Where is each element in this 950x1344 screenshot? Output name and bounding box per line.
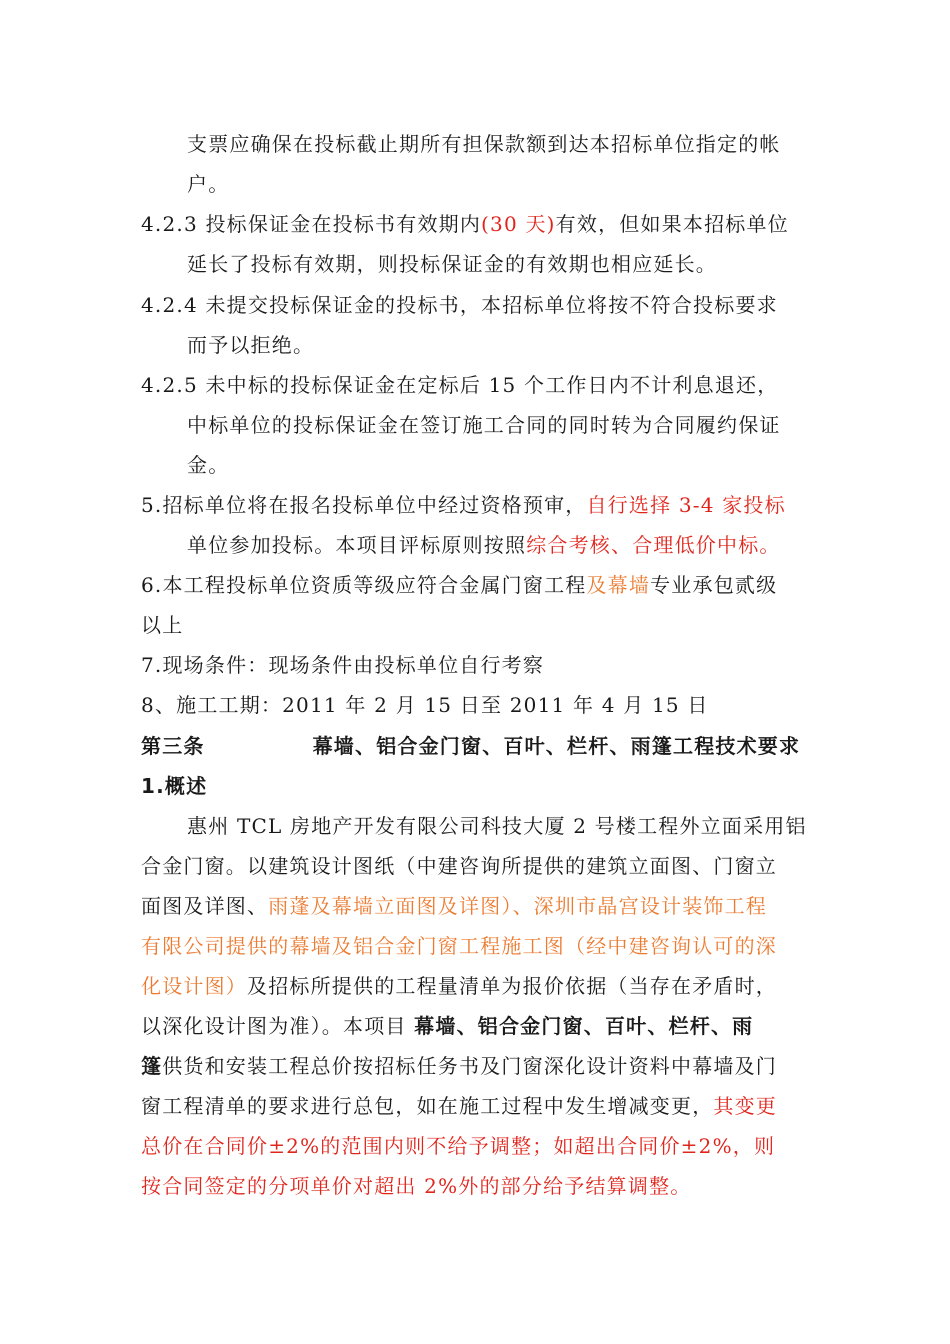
clause-7: [141, 652, 544, 678]
para-line: [187, 171, 229, 197]
text: 单位参加投标。本项目评标原则按照: [187, 533, 527, 557]
para-line: [187, 131, 781, 157]
text: 有效，但如果本招标单位: [555, 212, 789, 236]
para-line: [187, 532, 781, 558]
text: 4.2.3 投标保证金在投标书有效期内: [141, 212, 482, 236]
para-line: [141, 1173, 692, 1199]
para-line: [187, 251, 717, 277]
highlight-orange: 有限公司提供的幕墙及铝合金门窗工程施工图（经中建咨询认可的深: [141, 934, 777, 958]
highlight-orange: 及幕墙: [586, 573, 651, 597]
para-line: [187, 452, 229, 478]
highlight-red: 其变更: [713, 1094, 778, 1118]
text: 窗工程清单的要求进行总包，如在施工过程中发生增减变更，: [141, 1094, 714, 1118]
section-title: 幕墙、铝合金门窗、百叶、栏杆、雨篷工程技术要求: [312, 734, 801, 758]
highlight-red: 总价在合同价±2%的范围内则不给予调整；如超出合同价±2%，则: [141, 1134, 776, 1158]
text: 面图及详图、: [141, 894, 269, 918]
text: 及招标所提供的工程量清单为报价依据（当存在矛盾时，: [247, 974, 777, 998]
text: 而予以拒绝。: [187, 333, 315, 357]
clause-6: [141, 572, 777, 598]
para-line: [141, 612, 183, 638]
para-line: [141, 1093, 777, 1119]
highlight-red: 综合考核、合理低价中标。: [526, 533, 781, 557]
clause-4-2-4: [141, 292, 778, 318]
clause-8: [141, 692, 709, 718]
para-line: [141, 893, 767, 919]
clause-4-2-5: [141, 372, 778, 398]
highlight-orange: 雨蓬及幕墙立面图及详图）、深圳市晶宫设计装饰工程: [268, 894, 768, 918]
para-line: [141, 1053, 777, 1079]
text: 合金门窗。以建筑设计图纸（中建咨询所提供的建筑立面图、门窗立: [141, 854, 777, 878]
para-line: [187, 813, 807, 839]
subsection-heading: [141, 773, 207, 799]
text: 延长了投标有效期，则投标保证金的有效期也相应延长。: [187, 252, 717, 276]
clause-5: [141, 492, 786, 518]
para-line: [141, 1013, 753, 1039]
para-line: [187, 412, 781, 438]
text: 4.2.4 未提交投标保证金的投标书，本招标单位将按不符合投标要求: [141, 293, 778, 317]
text: 供货和安装工程总价按招标任务书及门窗深化设计资料中幕墙及门: [162, 1054, 778, 1078]
highlight-red: 按合同签定的分项单价对超出 2%外的部分给予结算调整。: [141, 1174, 692, 1198]
para-line: [141, 973, 777, 999]
text: 7.现场条件：现场条件由投标单位自行考察: [141, 653, 545, 677]
text: 户。: [187, 172, 230, 196]
para-line: [141, 853, 777, 879]
text: 8、施工工期：2011 年 2 月 15 日至 2011 年 4 月 15 日: [141, 693, 709, 717]
clause-4-2-3: [141, 211, 789, 237]
para-line: [141, 933, 777, 959]
text: 金。: [187, 453, 230, 477]
text: 以深化设计图为准）。本项目: [141, 1014, 415, 1038]
highlight-red: (30 天): [481, 212, 556, 236]
text: 惠州 TCL 房地产开发有限公司科技大厦 2 号楼工程外立面采用铝: [187, 814, 807, 838]
text: 4.2.5 未中标的投标保证金在定标后 15 个工作日内不计利息退还，: [141, 373, 779, 397]
para-line: [187, 332, 314, 358]
subsection-title: 1.概述: [141, 774, 208, 798]
text: 中标单位的投标保证金在签订施工合同的同时转为合同履约保证: [187, 413, 781, 437]
section-heading: [141, 733, 800, 759]
text: 支票应确保在投标截止期所有担保款额到达本招标单位指定的帐: [187, 132, 781, 156]
text: 专业承包贰级: [650, 573, 778, 597]
text: 以上: [141, 613, 184, 637]
highlight-orange: 化设计图）: [141, 974, 247, 998]
text: 5.招标单位将在报名投标单位中经过资格预审，: [141, 493, 587, 517]
bold-text: 篷: [141, 1054, 163, 1078]
bold-text: 幕墙、铝合金门窗、百叶、栏杆、雨: [414, 1014, 754, 1038]
section-number: 第三条: [141, 734, 205, 758]
text: 6.本工程投标单位资质等级应符合金属门窗工程: [141, 573, 587, 597]
para-line: [141, 1133, 775, 1159]
highlight-red: 自行选择 3-4 家投标: [586, 493, 786, 517]
